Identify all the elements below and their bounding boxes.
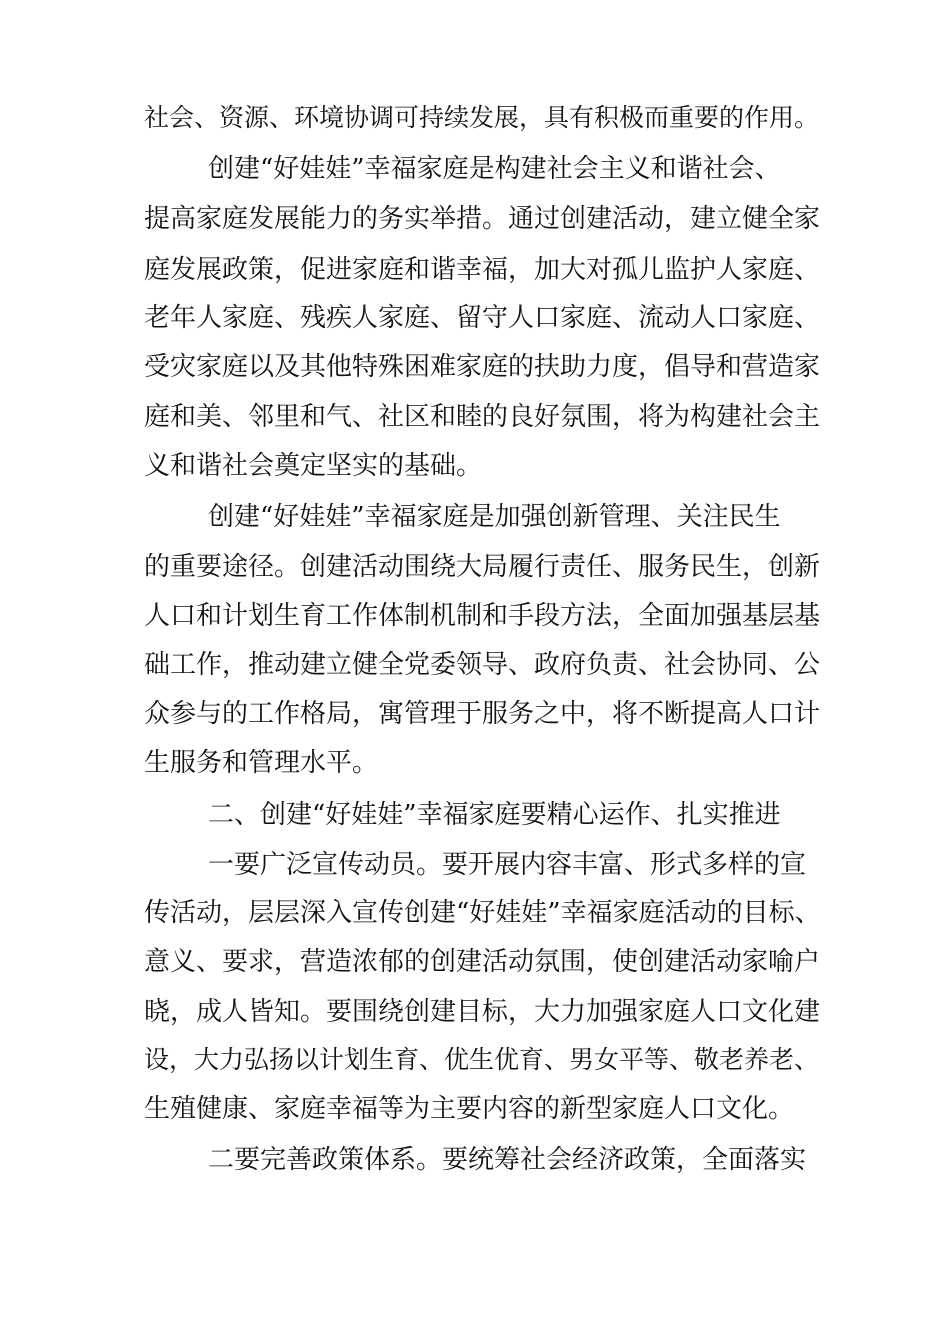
paragraph-line: 生殖健康、家庭幸福等为主要内容的新型家庭人口文化。: [144, 1094, 795, 1124]
paragraph-first-line: 创建“好娃娃”幸福家庭是加强创新管理、关注民生: [208, 502, 781, 532]
paragraph-line: 的重要途径。创建活动围绕大局履行责任、服务民生，创新: [144, 552, 821, 582]
paragraph-first-line: 创建“好娃娃”幸福家庭是构建社会主义和谐社会、: [208, 154, 781, 184]
paragraph-line: 设，大力弘扬以计划生育、优生优育、男女平等、敬老养老、: [144, 1045, 820, 1074]
paragraph-line: 础工作，推动建立健全党委领导、政府负责、社会协同、公: [144, 650, 821, 680]
paragraph-line: 义和谐社会奠定坚实的基础。: [144, 451, 483, 481]
paragraph-line: 众参与的工作格局，寓管理于服务之中，将不断提高人口计: [144, 699, 821, 729]
paragraph-line: 人口和计划生育工作体制机制和手段方法，全面加强基层基: [144, 601, 821, 631]
paragraph-line: 传活动，层层深入宣传创建“好娃娃”幸福家庭活动的目标、: [144, 898, 821, 928]
paragraph-line: 生服务和管理水平。: [144, 748, 379, 778]
paragraph-line: 意义、要求，营造浓郁的创建活动氛围，使创建活动家喻户: [144, 947, 821, 977]
paragraph-line: 晓，成人皆知。要围绕创建目标，大力加强家庭人口文化建: [144, 997, 821, 1027]
paragraph-line: 提高家庭发展能力的务实举措。通过创建活动，建立健全家: [144, 204, 821, 234]
paragraph-line: 庭发展政策，促进家庭和谐幸福，加大对孤儿监护人家庭、: [144, 255, 821, 285]
section-heading: 二、创建“好娃娃”幸福家庭要精心运作、扎实推进: [208, 800, 781, 830]
paragraph-line: 受灾家庭以及其他特殊困难家庭的扶助力度，倡导和营造家: [144, 352, 821, 382]
paragraph-first-line: 一要广泛宣传动员。要开展内容丰富、形式多样的宣: [208, 850, 807, 880]
paragraph-line: 社会、资源、环境协调可持续发展，具有积极而重要的作用。: [144, 103, 820, 132]
paragraph-line: 庭和美、邻里和气、社区和睦的良好氛围，将为构建社会主: [144, 402, 821, 432]
paragraph-first-line: 二要完善政策体系。要统筹社会经济政策，全面落实: [208, 1145, 807, 1175]
paragraph-line: 老年人家庭、残疾人家庭、留守人口家庭、流动人口家庭、: [144, 303, 821, 333]
